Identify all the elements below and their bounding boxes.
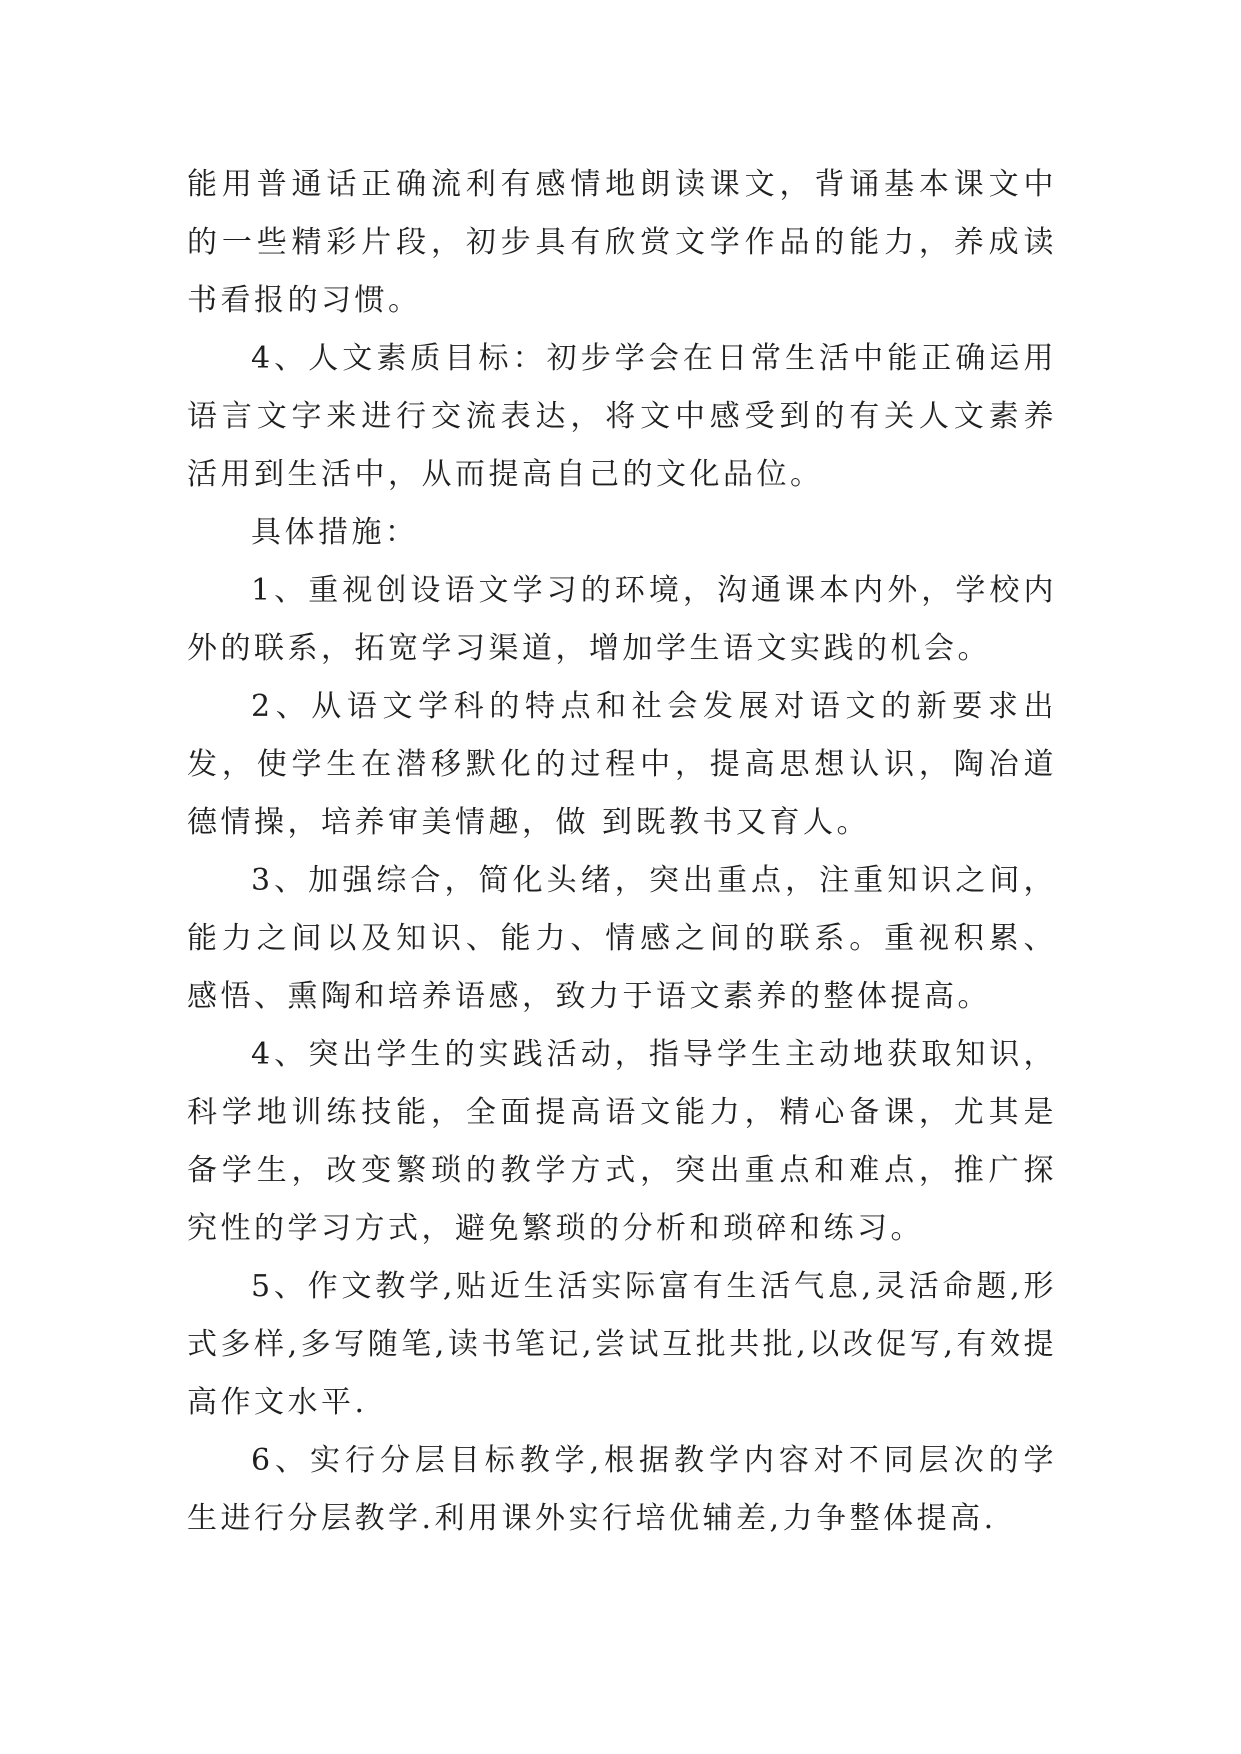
paragraph-humanities-goal: 4、人文素质目标：初步学会在日常生活中能正确运用语言文字来进行交流表达，将文中感受到的有关人文素养活用到生活中，从而提高自己的文化品位。 [187,341,1057,492]
section-heading-measures: 具体措施： [251,515,419,550]
paragraph-measure-2: 2、从语文学科的特点和社会发展对语文的新要求出发，使学生在潜移默化的过程中，提高思想认识，陶冶道德情操，培养审美情趣，做 到既教书又育人。 [187,689,1057,840]
paragraph-measure-3: 3、加强综合，简化头绪，突出重点，注重知识之间，能力之间以及知识、能力、情感之间的联系。重视积累、感悟、熏陶和培养语感，致力于语文素养的整体提高。 [187,863,1057,1014]
paragraph-measure-6: 6、实行分层目标教学,根据教学内容对不同层次的学生进行分层教学.利用课外实行培优辅差,力争整体提高. [187,1443,1057,1536]
paragraph-measure-1: 1、重视创设语文学习的环境，沟通课本内外，学校内外的联系，拓宽学习渠道，增加学生语文实践的机会。 [187,573,1057,666]
paragraph-intro-continuation: 能用普通话正确流利有感情地朗读课文，背诵基本课文中的一些精彩片段，初步具有欣赏文学作品的能力，养成读书看报的习惯。 [187,167,1057,318]
paragraph-measure-5: 5、作文教学,贴近生活实际富有生活气息,灵活命题,形式多样,多写随笔,读书笔记,尝试互批共批,以改促写,有效提高作文水平. [187,1269,1057,1420]
document-body [187,156,1057,1548]
paragraph-measure-4: 4、突出学生的实践活动，指导学生主动地获取知识，科学地训练技能，全面提高语文能力，精心备课，尤其是备学生，改变繁琐的教学方式，突出重点和难点，推广探究性的学习方式，避免繁琐的分析和琐碎和练习。 [187,1037,1057,1246]
